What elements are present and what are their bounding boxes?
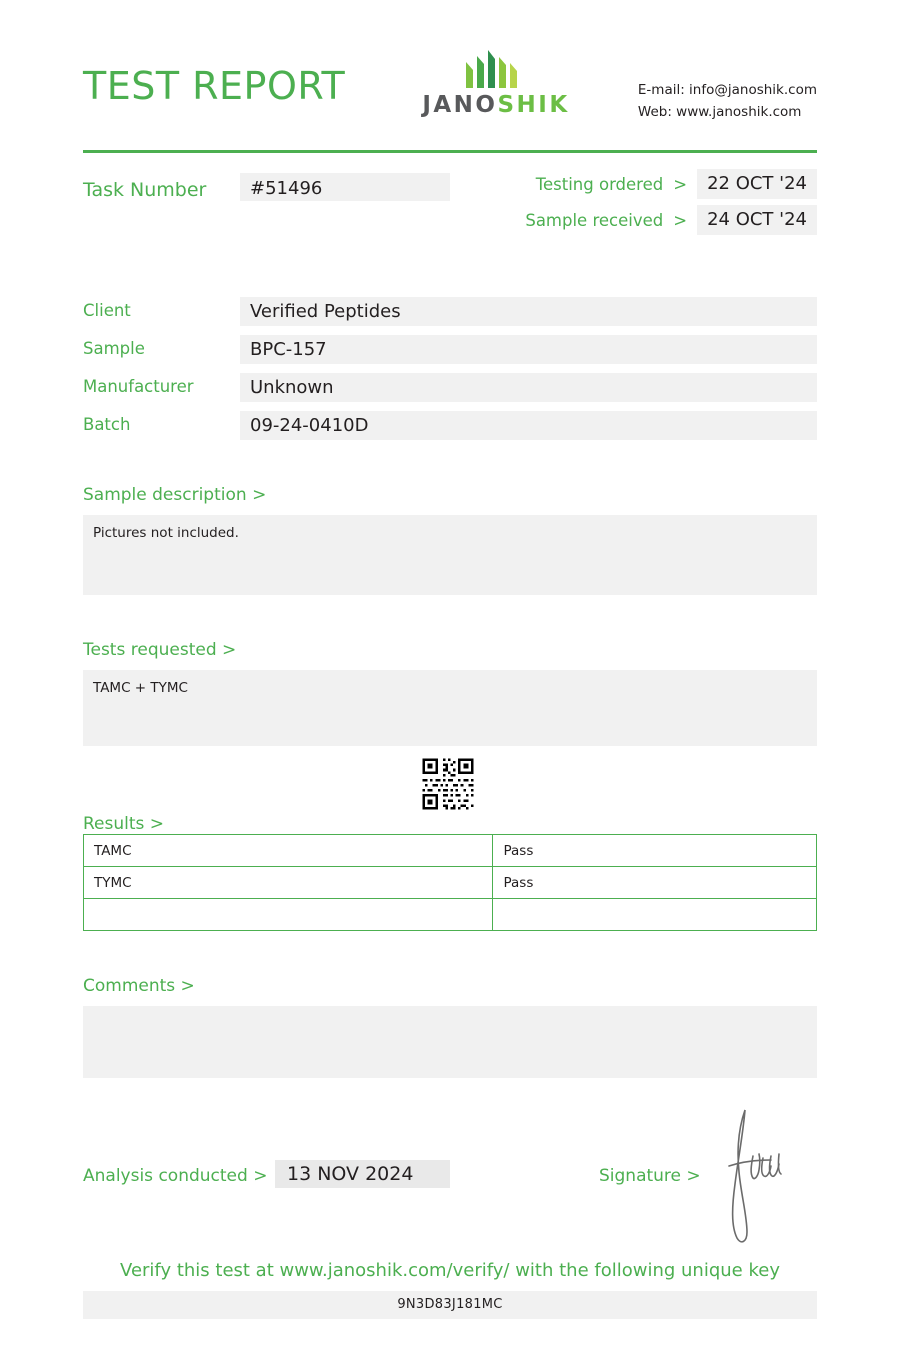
info-row-batch bbox=[83, 411, 817, 440]
results-table bbox=[83, 834, 817, 931]
signature-label: Signature > bbox=[599, 1166, 701, 1186]
result-name bbox=[84, 899, 493, 931]
date-fields bbox=[467, 169, 817, 241]
contact-info bbox=[638, 80, 817, 123]
page-title: TEST REPORT bbox=[83, 64, 346, 108]
table-row bbox=[84, 899, 817, 931]
result-value: Pass bbox=[493, 867, 817, 899]
result-value bbox=[493, 899, 817, 931]
report-header bbox=[83, 38, 817, 146]
info-section bbox=[83, 297, 817, 440]
sample-description-box: Pictures not included. bbox=[83, 515, 817, 595]
client-label: Client bbox=[83, 301, 131, 320]
manufacturer-label: Manufacturer bbox=[83, 377, 194, 396]
result-name: TAMC bbox=[84, 835, 493, 867]
info-row-client bbox=[83, 297, 817, 326]
result-value: Pass bbox=[493, 835, 817, 867]
batch-label: Batch bbox=[83, 415, 131, 434]
janoshik-logo-icon bbox=[386, 48, 606, 90]
analysis-conducted-value: 13 NOV 2024 bbox=[275, 1160, 450, 1188]
tests-requested-box: TAMC + TYMC bbox=[83, 670, 817, 746]
contact-web: Web: www.janoshik.com bbox=[637, 103, 802, 120]
client-value: Verified Peptides bbox=[240, 297, 817, 326]
sample-received-label: Sample received bbox=[525, 210, 664, 230]
sample-description-title: Sample description > bbox=[83, 485, 267, 505]
result-name: TYMC bbox=[84, 867, 493, 899]
qr-code-icon bbox=[415, 756, 481, 812]
results-title: Results > bbox=[83, 814, 165, 834]
analysis-conducted-label: Analysis conducted > bbox=[83, 1166, 268, 1186]
tests-requested-title: Tests requested > bbox=[83, 640, 237, 660]
brand-name bbox=[386, 92, 606, 118]
sample-label: Sample bbox=[83, 339, 145, 358]
results-header bbox=[83, 784, 817, 834]
manufacturer-value: Unknown bbox=[240, 373, 817, 402]
info-row-sample bbox=[83, 335, 817, 364]
sample-received-value: 24 OCT '24 bbox=[697, 205, 817, 235]
info-row-manufacturer bbox=[83, 373, 817, 402]
testing-ordered-label: Testing ordered bbox=[535, 174, 664, 194]
report-page bbox=[0, 38, 900, 1366]
analysis-section bbox=[83, 1160, 817, 1200]
header-divider bbox=[83, 150, 817, 153]
comments-box bbox=[83, 1006, 817, 1078]
brand-name-dark: JANO bbox=[422, 92, 498, 118]
brand-logo bbox=[386, 48, 606, 118]
task-number-label: Task Number bbox=[83, 179, 207, 201]
table-row bbox=[84, 835, 817, 867]
sample-value: BPC-157 bbox=[240, 335, 817, 364]
verify-key: 9N3D83J181MC bbox=[83, 1291, 817, 1319]
testing-ordered-arrow-icon: > bbox=[673, 174, 688, 194]
sample-received-arrow-icon: > bbox=[673, 210, 688, 230]
testing-ordered-row bbox=[467, 169, 817, 199]
signature-image bbox=[723, 1108, 843, 1248]
brand-name-green: SHIK bbox=[497, 92, 570, 118]
sample-received-row bbox=[467, 205, 817, 235]
testing-ordered-value: 22 OCT '24 bbox=[697, 169, 817, 199]
table-row bbox=[84, 867, 817, 899]
contact-email: E-mail: info@janoshik.com bbox=[637, 82, 817, 98]
task-section bbox=[83, 169, 817, 247]
batch-value: 09-24-0410D bbox=[240, 411, 817, 440]
task-number-value: #51496 bbox=[240, 173, 450, 201]
comments-title: Comments > bbox=[83, 976, 195, 996]
verify-text: Verify this test at www.janoshik.com/verify/ with the following unique key bbox=[120, 1260, 780, 1281]
